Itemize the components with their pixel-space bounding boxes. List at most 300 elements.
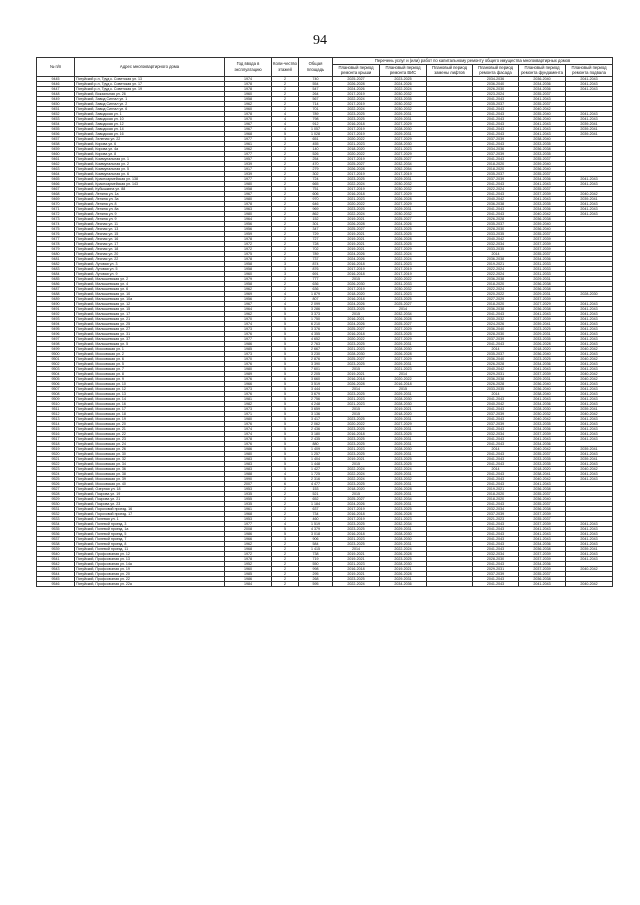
cell-facade: 2041-2043 [473,536,519,541]
cell-address: Пятуйский, Московская ул. 26 [75,446,225,451]
cell-roof: 2021-2023 [333,561,380,566]
cell-year: 1972 [225,246,272,251]
cell-basement: 2041-2043 [566,436,613,441]
cell-floors: 2 [272,231,299,236]
cell-facade: 2022-2024 [473,271,519,276]
cell-foundation: 2036-2040 [519,226,566,231]
cell-num: 9531 [37,506,75,511]
cell-num: 9513 [37,416,75,421]
cell-roof: 2025-2027 [333,326,380,331]
cell-num: 9538 [37,541,75,546]
cell-engineering: 2026-2028 [380,196,427,201]
cell-year: 1986 [225,531,272,536]
cell-floors: 2 [272,226,299,231]
cell-year: 1967 [225,301,272,306]
cell-address: Пятуйский, Московская ул. 7 [75,366,225,371]
cell-floors: 2 [272,581,299,586]
cell-facade: 2040-2042 [473,401,519,406]
cell-engineering: 2030-2032 [380,186,427,191]
cell-area: 691 [299,271,333,276]
cell-address: Пятуйский, Московская ул. 39 [75,476,225,481]
cell-engineering: 2029-2031 [380,481,427,486]
cell-year: 1978 [225,236,272,241]
cell-area: 636 [299,286,333,291]
cell-area: 737 [299,256,333,261]
cell-roof: 2017-2019 [333,101,380,106]
cell-roof: 2019-2021 [333,556,380,561]
cell-engineering: 2029-2031 [380,471,427,476]
cell-address: Пятуйский, Лесная ул. 22 [75,256,225,261]
cell-year: 1976 [225,361,272,366]
cell-roof: 2019-2021 [333,236,380,241]
cell-engineering: 2023-2025 [380,226,427,231]
cell-engineering: 2017-2019 [380,271,427,276]
cell-engineering: 2029-2031 [380,501,427,506]
cell-facade: 2024-2026 [473,321,519,326]
cell-foundation: 2041-2043 [519,196,566,201]
cell-engineering: 2023-2025 [380,431,427,436]
cell-facade: 2023-2024 [473,91,519,96]
cell-foundation: 2036-2040 [519,496,566,501]
cell-num: 9494 [37,321,75,326]
cell-num: 9525 [37,476,75,481]
cell-roof: 2019-2021 [333,241,380,246]
cell-foundation: 2037-2039 [519,296,566,301]
cell-roof: 2015 [333,491,380,496]
cell-area: 2 756 [299,396,333,401]
cell-engineering: 2029-2031 [380,426,427,431]
cell-engineering: 2022-2024 [380,466,427,471]
cell-floors: 5 [272,431,299,436]
cell-engineering: 2023-2025 [380,456,427,461]
cell-facade: 2041-2043 [473,501,519,506]
cell-address: Пятуйский, Полевой проезд. 1а [75,526,225,531]
cell-year: 1977 [225,136,272,141]
cell-roof: 2022-2024 [333,471,380,476]
cell-num: 9450 [37,101,75,106]
cell-roof: 2023-2025 [333,426,380,431]
cell-engineering: 2029-2031 [380,491,427,496]
cell-engineering: 2028-2030 [380,561,427,566]
cell-facade: 2041-2043 [473,546,519,551]
cell-year: 1980 [225,196,272,201]
cell-area: 2 667 [299,346,333,351]
cell-area: 554 [299,81,333,86]
cell-foundation: 2023-2025 [519,356,566,361]
cell-roof: 2025-2027 [333,356,380,361]
cell-foundation: 2039-2041 [519,321,566,326]
cell-floors: 5 [272,391,299,396]
cell-basement: 2041-2043 [566,76,613,81]
cell-area: 1 725 [299,471,333,476]
cell-address: Пятуйский, Покрова ул. 19 [75,491,225,496]
cell-address: Пятуйский, Луговая ул. 9 [75,271,225,276]
cell-foundation: 2036-2038 [519,146,566,151]
cell-address: Пятуйский, Московская ул. 20 [75,421,225,426]
cell-num: 9529 [37,496,75,501]
cell-floors: 5 [272,476,299,481]
cell-num: 9452 [37,111,75,116]
cell-num: 9527 [37,486,75,491]
cell-floors: 5 [272,396,299,401]
cell-roof: 2024-2026 [333,256,380,261]
cell-foundation: 2037-2039 [519,191,566,196]
cell-basement: 2041-2043 [566,421,613,426]
cell-address: Пятуйский, Московская ул. 10 [75,381,225,386]
cell-roof: 2017-2019 [333,286,380,291]
cell-roof: 2023-2025 [333,111,380,116]
cell-floors: 2 [272,151,299,156]
cell-year: 1967 [225,126,272,131]
cell-engineering: 2028-2030 [380,141,427,146]
cell-roof: 2019-2021 [333,551,380,556]
cell-roof: 2019-2021 [333,371,380,376]
cell-engineering: 2027-2029 [380,191,427,196]
cell-facade: 2041-2043 [473,121,519,126]
cell-engineering: 2023-2025 [380,331,427,336]
cell-area: 1 427 [299,466,333,471]
cell-year: 1983 [225,466,272,471]
cell-facade: 2036-2038 [473,276,519,281]
cell-facade: 2014 [473,346,519,351]
cell-basement: 2039-2041 [566,446,613,451]
cell-facade: 2041-2043 [473,441,519,446]
cell-floors: 3 [272,271,299,276]
cell-area: 301 [299,221,333,226]
cell-area: 3 444 [299,386,333,391]
cell-engineering: 2027-2029 [380,421,427,426]
cell-foundation: 2038-2040 [519,136,566,141]
cell-floors: 5 [272,131,299,136]
cell-engineering: 2027-2029 [380,336,427,341]
cell-area: 3 286 [299,306,333,311]
cell-facade: 2036-2038 [473,306,519,311]
cell-address: Пятуйский, Лесная ул. 13 [75,226,225,231]
cell-year: 1960 [225,566,272,571]
cell-floors: 5 [272,341,299,346]
cell-year: 1935 [225,491,272,496]
cell-roof: 2024-2026 [333,251,380,256]
cell-foundation: 2038-2041 [519,471,566,476]
cell-foundation: 2034-2036 [519,206,566,211]
cell-address: Пятуйский, Полевой проезд. 7 [75,536,225,541]
cell-floors: 2 [272,276,299,281]
cell-engineering: 2027-2029 [380,136,427,141]
cell-facade: 2019-2021 [473,486,519,491]
cell-foundation: 2035-2037 [519,501,566,506]
header-floors: Коли-чество этажей [272,58,299,77]
cell-year: 1958 [225,281,272,286]
cell-year: 1968 [225,511,272,516]
cell-floors: 5 [272,316,299,321]
cell-area: 3 180 [299,431,333,436]
cell-area: 4 477 [299,481,333,486]
cell-basement: 2041-2043 [566,536,613,541]
cell-foundation: 2027-2029 [519,301,566,306]
cell-year: 1960 [225,106,272,111]
cell-basement: 2041-2043 [566,311,613,316]
header-works-group: Перечень услуг и (или) работ по капитальному ремонту общего имущества многоквартирных домов [333,58,613,65]
cell-address: Пятуйский, Заводская ул. 10 [75,116,225,121]
cell-basement: 2041-2043 [566,86,613,91]
cell-foundation: 2039-2040 [519,221,566,226]
cell-year: 1973 [225,326,272,331]
cell-floors: 4 [272,111,299,116]
cell-roof: 2023-2025 [333,176,380,181]
cell-basement: 2040-2042 [566,376,613,381]
cell-address: Пятуйский, Пороховой проезд. 17 [75,511,225,516]
cell-foundation: 2039-2040 [519,161,566,166]
cell-floors: 2 [272,211,299,216]
cell-foundation: 2041-2043 [519,396,566,401]
cell-num: 9489 [37,296,75,301]
cell-num: 9496 [37,331,75,336]
cell-address: Пятуйский, Заводская ул. 12 [75,121,225,126]
cell-facade: 2018-2020 [473,281,519,286]
cell-facade: 2018-2020 [473,301,519,306]
cell-area: 969 [299,206,333,211]
cell-roof: 2021-2023 [333,196,380,201]
cell-num: 9482 [37,261,75,266]
cell-num: 9478 [37,241,75,246]
cell-address: Пятуйский, Кубышкина ул. 88 [75,186,225,191]
cell-facade: 2041-2043 [473,561,519,566]
cell-num: 9521 [37,456,75,461]
cell-engineering: 2027-2029 [380,121,427,126]
cell-floors: 2 [272,541,299,546]
cell-address: Пятуйский, Покрова ул. 23 [75,501,225,506]
cell-basement: 2040-2042 [566,581,613,586]
cell-basement: 2041-2043 [566,381,613,386]
cell-foundation: 2037-2039 [519,521,566,526]
cell-floors: 5 [272,451,299,456]
cell-engineering: 2021-2023 [380,146,427,151]
cell-facade: 2037-2039 [473,176,519,181]
cell-foundation: 2035-2037 [519,491,566,496]
cell-num: 9532 [37,511,75,516]
cell-floors: 5 [272,406,299,411]
cell-num: 9453 [37,116,75,121]
cell-foundation: 2036-2038 [519,216,566,221]
header-address: Адрес многоквартирного дома [75,58,225,77]
cell-address: Пятуйский, Малышевская ул. 5 [75,341,225,346]
cell-basement: 2039-2041 [566,126,613,131]
cell-facade: 2041-2043 [473,211,519,216]
cell-foundation: 2023-2025 [519,326,566,331]
cell-num: 9497 [37,336,75,341]
cell-engineering: 2032-2034 [380,496,427,501]
cell-area: 152 [299,216,333,221]
cell-roof: 2016-2018 [333,331,380,336]
cell-basement: 2041-2043 [566,116,613,121]
cell-engineering: 2024-2026 [380,81,427,86]
cell-address: Пятуйский, Московская ул. 8 [75,371,225,376]
cell-num: 9492 [37,311,75,316]
cell-facade: 2041-2043 [473,141,519,146]
cell-roof: 2026-2028 [333,221,380,226]
cell-area: 279 [299,166,333,171]
cell-roof: 2016-2018 [333,191,380,196]
cell-area: 3 679 [299,391,333,396]
cell-address: Пятуйский, Лесная ул. 16 [75,236,225,241]
cell-facade: 2036-2040 [473,326,519,331]
cell-address: Пятуйский, Московская ул. 18 [75,411,225,416]
cell-address: Пятуйский, Московская ул. 12 [75,386,225,391]
cell-engineering: 2028-2030 [380,346,427,351]
cell-foundation: 2036-2040 [519,76,566,81]
cell-engineering: 2021-2023 [380,261,427,266]
cell-foundation: 2034-2036 [519,81,566,86]
table-body [37,76,613,586]
cell-floors: 5 [272,336,299,341]
cell-area: 595 [299,581,333,586]
cell-foundation: 2033-2035 [519,201,566,206]
cell-year: 1973 [225,351,272,356]
cell-year: 1958 [225,261,272,266]
cell-engineering: 2029-2031 [380,361,427,366]
cell-address: Пятуйский, Завод Сигнал ул. 1 [75,96,225,101]
cell-floors: 3 [272,136,299,141]
cell-roof: 2016-2018 [333,431,380,436]
cell-num: 9522 [37,461,75,466]
cell-floors: 2 [272,156,299,161]
cell-area: 3 373 [299,311,333,316]
cell-facade: 2037-2039 [473,411,519,416]
cell-year: 1960 [225,91,272,96]
cell-basement: 2041-2043 [566,211,613,216]
cell-engineering: 2018-2020 [380,411,427,416]
cell-area: 3 376 [299,326,333,331]
cell-floors: 2 [272,161,299,166]
cell-floors: 5 [272,456,299,461]
cell-floors: 2 [272,576,299,581]
cell-floors: 5 [272,361,299,366]
cell-foundation: 2036-2038 [519,576,566,581]
cell-floors: 2 [272,296,299,301]
cell-address: Пятуйский, Лесная ул. 18 [75,246,225,251]
cell-num: 9467 [37,186,75,191]
cell-basement: 2041-2043 [566,476,613,481]
cell-facade: 2041-2043 [473,181,519,186]
cell-floors: 2 [272,571,299,576]
cell-floors: 2 [272,281,299,286]
cell-address: Пятуйский, Московская ул. 16 [75,401,225,406]
cell-year: 1980 [225,451,272,456]
cell-roof: 2023-2025 [333,391,380,396]
cell-roof: 2016-2018 [333,261,380,266]
cell-engineering: 2032-2034 [380,311,427,316]
cell-foundation: 2035-2037 [519,516,566,521]
cell-engineering: 2025-2027 [380,216,427,221]
cell-basement: 2041-2043 [566,81,613,86]
cell-address: Пятуйский, Малышевская ул. 10а [75,296,225,301]
cell-address: Пятуйский, Московская ул. 30 [75,451,225,456]
cell-roof: 2024-2026 [333,321,380,326]
cell-num: 9493 [37,316,75,321]
cell-engineering: 2026-2028 [380,351,427,356]
cell-foundation: 2034-2036 [519,401,566,406]
cell-roof: 2023-2025 [333,451,380,456]
cell-foundation: 2018-2020 [519,346,566,351]
cell-num: 9448 [37,91,75,96]
cell-area: 3 018 [299,531,333,536]
cell-address: Пятуйский, Полевой проезд. 11 [75,546,225,551]
cell-year: 1980 [225,366,272,371]
cell-year: 1974 [225,426,272,431]
cell-floors: 5 [272,416,299,421]
cell-floors: 5 [272,326,299,331]
cell-num: 9445 [37,76,75,81]
cell-address: Пятуйский, Малышевская ул. 17 [75,311,225,316]
cell-floors: 6 [272,481,299,486]
cell-foundation: 2036-2040 [519,381,566,386]
cell-facade: 2018-2020 [473,491,519,496]
cell-year: 1964 [225,306,272,311]
cell-area: 460 [299,516,333,521]
cell-area: 2 876 [299,356,333,361]
cell-year: 1983 [225,456,272,461]
cell-floors: 2 [272,566,299,571]
cell-year: 1980 [225,211,272,216]
cell-foundation: 2033-2035 [519,461,566,466]
cell-area: 567 [299,96,333,101]
cell-facade: 2036-2038 [473,256,519,261]
cell-num: 9524 [37,471,75,476]
cell-engineering: 2017-2019 [380,171,427,176]
cell-engineering: 2052-2054 [380,166,427,171]
cell-basement: 2028-2030 [566,291,613,296]
cell-area: 970 [299,196,333,201]
cell-num: 9499 [37,346,75,351]
cell-basement: 2039-2041 [566,406,613,411]
cell-facade: 2040-2042 [473,196,519,201]
cell-foundation: 2035-2037 [519,231,566,236]
cell-roof: 2022-2024 [333,181,380,186]
cell-year: 1966 [225,536,272,541]
cell-area: 547 [299,86,333,91]
cell-year: 1978 [225,86,272,91]
cell-area: 880 [299,441,333,446]
cell-year: 1972 [225,551,272,556]
cell-year: 1939 [225,161,272,166]
cell-year: 1988 [225,471,272,476]
cell-foundation: 2033-2035 [519,141,566,146]
cell-facade: 2032-2034 [473,551,519,556]
cell-basement: 2041-2043 [566,521,613,526]
cell-basement: 2041-2043 [566,401,613,406]
cell-facade: 2034-2036 [473,146,519,151]
header-engineering: Плановый период ремонта ВИС [380,64,427,76]
cell-roof: 2017-2019 [333,516,380,521]
cell-facade: 2041-2043 [473,531,519,536]
cell-roof: 2024-2026 [333,86,380,91]
cell-year: 1968 [225,131,272,136]
cell-engineering: 2027-2029 [380,246,427,251]
cell-facade: 2041-2043 [473,96,519,101]
cell-basement: 2041-2043 [566,391,613,396]
cell-roof: 2016-2018 [333,511,380,516]
cell-roof: 2016-2018 [333,121,380,126]
cell-floors: 4 [272,471,299,476]
cell-area: 4 652 [299,336,333,341]
cell-facade: 2041-2043 [473,426,519,431]
cell-engineering: 2026-2028 [380,511,427,516]
cell-engineering: 2014 [380,306,427,311]
cell-num: 9516 [37,431,75,436]
cell-foundation: 2040-2042 [519,211,566,216]
cell-year: 1939 [225,171,272,176]
cell-facade: 2036-2040 [473,81,519,86]
